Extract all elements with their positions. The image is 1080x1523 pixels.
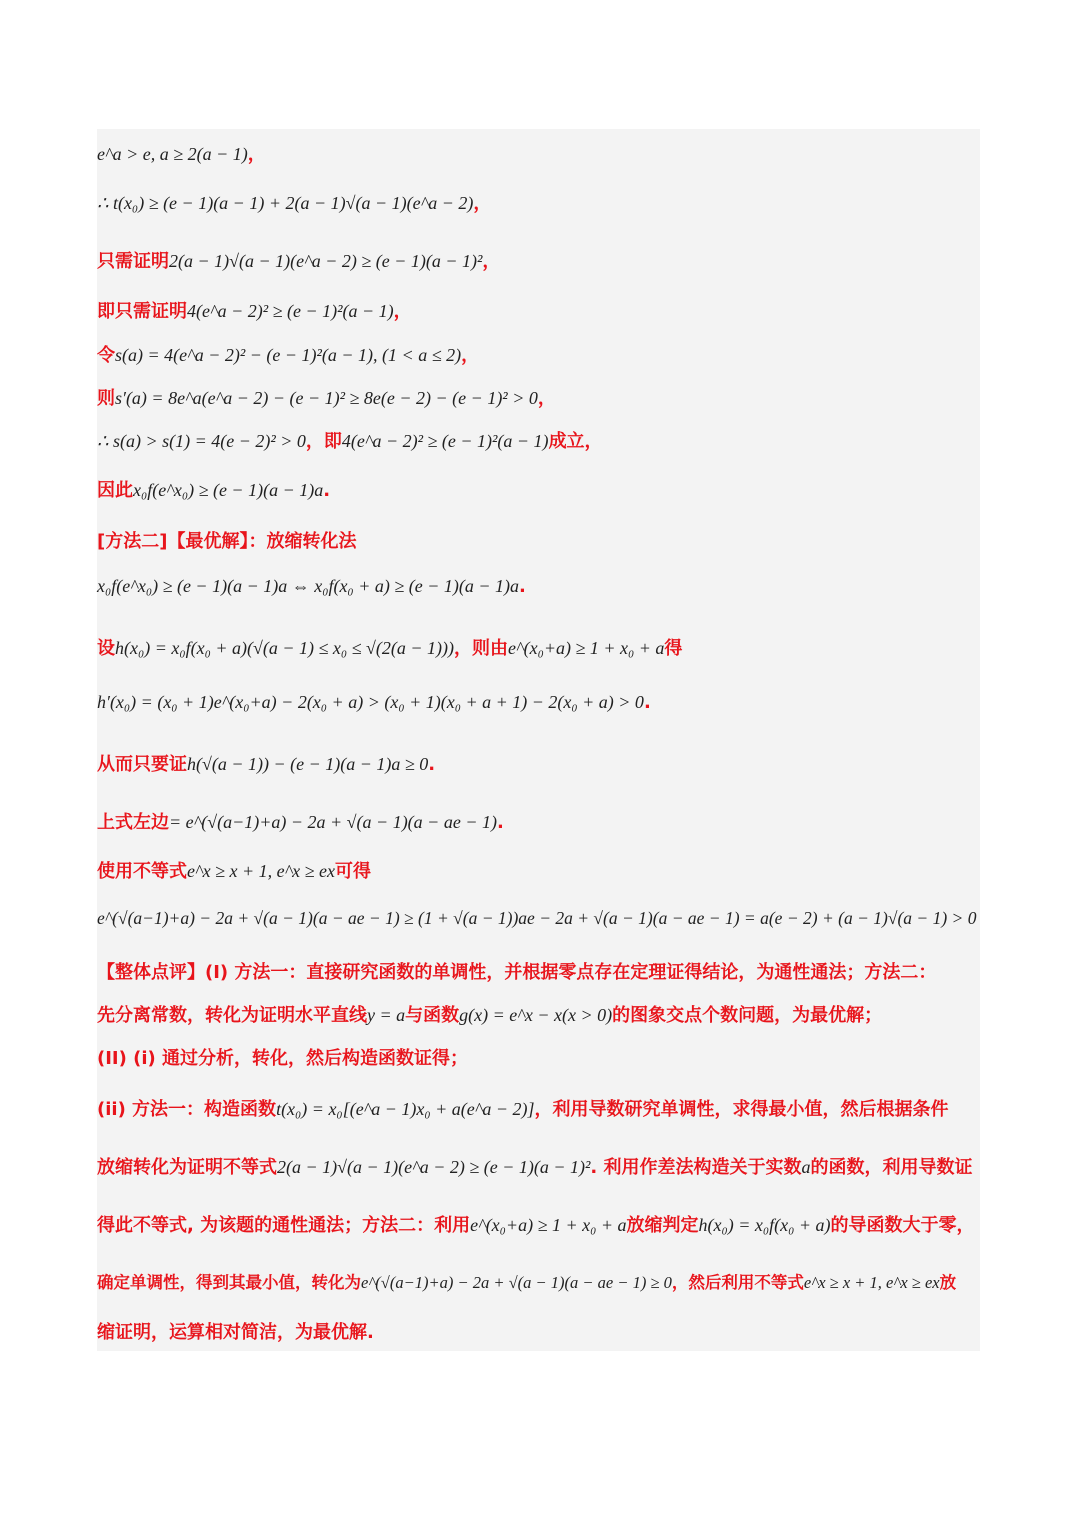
annotation-text: ， (537, 388, 556, 409)
math-expression: s′(a) = 8e^a(e^a − 2) − (e − 1)² ≥ 8e(e − 2) − (e − 1)² > 0 (115, 388, 538, 408)
math-expression: e^(x₀+a) ≥ 1 + x₀ + a (508, 638, 665, 658)
solution-line (97, 427, 980, 453)
annotation-text: 【整体点评】(I) 方法一：直接研究函数的单调性，并根据零点存在定理证得结论，为通性通法；方法二： (97, 962, 937, 983)
solution-line (97, 634, 980, 660)
annotation-text: 得 (664, 638, 683, 659)
annotation-text: 因此 (97, 480, 133, 501)
math-expression: a (801, 1157, 811, 1177)
annotation-text: ， (482, 251, 501, 272)
annotation-text: 则 (97, 388, 115, 409)
math-expression: = e^(√(a−1)+a) − 2a + √(a − 1)(a − ae − 1) (169, 812, 497, 832)
solution-line (97, 857, 980, 883)
math-expression: s(a) = 4(e^a − 2)² − (e − 1)²(a − 1), (1 < a ≤ 2) (115, 345, 462, 365)
math-expression: 4(e^a − 2)² ≥ (e − 1)²(a − 1) (187, 301, 394, 321)
annotation-text: . (428, 754, 436, 775)
annotation-text: ， (247, 144, 266, 165)
annotation-text: 放缩判定 (626, 1215, 699, 1236)
annotation-text: 得此不等式, 为该题的通性通法；方法二：利用 (97, 1215, 471, 1236)
math-expression: e^x ≥ x + 1, e^x ≥ ex (803, 1273, 940, 1292)
math-expression: e^(√(a−1)+a) − 2a + √(a − 1)(a − ae − 1) ≥ (1 + √(a − 1))ae − 2a + √(a − 1)(a − ae − 1) = a(e − 2) + (a − 1)√(a − 1) > 0 (97, 908, 977, 928)
annotation-text: 只需证明 (97, 251, 169, 272)
annotation-text: 成立， (548, 431, 603, 452)
solution-line (97, 808, 980, 834)
annotation-text: [方法二]【最优解】：放缩转化法 (97, 531, 357, 552)
solution-line (97, 140, 980, 166)
math-expression: e^x ≥ x + 1, e^x ≥ ex (187, 861, 336, 881)
annotation-text: 上式左边 (97, 812, 169, 833)
solution-line (97, 1269, 980, 1293)
annotation-text: 的图象交点个数问题，为最优解； (612, 1005, 883, 1026)
math-expression: x₀f(e^x₀) ≥ (e − 1)(a − 1)a ⇔ x₀f(x₀ + a) ≥ (e − 1)(a − 1)a (97, 576, 519, 596)
solution-line (97, 1153, 980, 1179)
solution-line (97, 750, 980, 776)
annotation-text: ， (461, 345, 480, 366)
annotation-text: 可得 (335, 861, 372, 882)
solution-line (97, 692, 980, 713)
math-expression: e^(√(a−1)+a) − 2a + √(a − 1)(a − ae − 1) ≥ 0 (361, 1273, 672, 1292)
math-expression: t(x₀) = x₀[(e^a − 1)x₀ + a(e^a − 2)] (276, 1099, 535, 1119)
annotation-text: 放 (939, 1273, 957, 1292)
solution-line (97, 297, 980, 323)
annotation-text: ，即 (305, 431, 342, 452)
annotation-text: ，则由 (454, 638, 509, 659)
solution-line (97, 1044, 980, 1070)
math-expression: 2(a − 1)√(a − 1)(e^a − 2) ≥ (e − 1)(a − 1)² (169, 251, 483, 271)
solution-line (97, 908, 980, 929)
annotation-text: 的函数，利用导数证 (810, 1157, 973, 1178)
math-expression: x₀f(e^x₀) ≥ (e − 1)(a − 1)a (133, 480, 324, 500)
annotation-text: 放缩转化为证明不等式 (97, 1157, 277, 1178)
math-expression: 4(e^a − 2)² ≥ (e − 1)²(a − 1) (341, 431, 549, 451)
annotation-text: . (323, 480, 331, 501)
math-expression: y = a (367, 1005, 406, 1025)
annotation-text: 设 (97, 638, 115, 659)
solution-line (97, 476, 980, 502)
annotation-text: . (518, 576, 526, 597)
annotation-text: . (496, 812, 504, 833)
math-expression: h(x₀) = x₀f(x₀ + a)(√(a − 1) ≤ x₀ ≤ √(2(a − 1))) (115, 638, 455, 658)
annotation-text: 令 (97, 345, 115, 366)
annotation-text: . 利用作差法构造关于实数 (590, 1157, 802, 1178)
math-expression: ∴ s(a) > s(1) = 4(e − 2)² > 0 (97, 431, 306, 451)
annotation-text: ，利用导数研究单调性，求得最小值，然后根据条件 (534, 1099, 949, 1120)
annotation-text: ，然后利用不等式 (671, 1273, 804, 1292)
annotation-text: ， (393, 301, 412, 322)
annotation-text: (ii) 方法一：构造函数 (97, 1099, 277, 1120)
solution-line (97, 1211, 980, 1237)
solution-line (97, 527, 980, 553)
annotation-text: 即只需证明 (97, 301, 187, 322)
math-expression: e^a > e, a ≥ 2(a − 1) (97, 144, 248, 164)
solution-line (97, 189, 980, 215)
solution-line (97, 1001, 980, 1027)
annotation-text: 从而只要证 (97, 754, 187, 775)
solution-line (97, 576, 980, 597)
math-expression: h′(x₀) = (x₀ + 1)e^(x₀+a) − 2(x₀ + a) > (x₀ + 1)(x₀ + a + 1) − 2(x₀ + a) > 0 (97, 692, 644, 712)
math-expression: g(x) = e^x − x(x > 0) (459, 1005, 613, 1025)
solution-line (97, 1095, 980, 1121)
math-expression: 2(a − 1)√(a − 1)(e^a − 2) ≥ (e − 1)(a − 1)² (277, 1157, 591, 1177)
math-expression: h(x₀) = x₀f(x₀ + a) (698, 1215, 831, 1235)
math-expression: ∴ t(x₀) ≥ (e − 1)(a − 1) + 2(a − 1)√(a − 1)(e^a − 2) (97, 193, 474, 213)
annotation-text: 缩证明，运算相对简洁，为最优解. (97, 1322, 374, 1343)
annotation-text: 先分离常数，转化为证明水平直线 (97, 1005, 367, 1026)
solution-line (97, 341, 980, 367)
math-expression: h(√(a − 1)) − (e − 1)(a − 1)a ≥ 0 (187, 754, 429, 774)
annotation-text: ， (473, 193, 492, 214)
solution-line (97, 1318, 980, 1344)
math-expression: e^(x₀+a) ≥ 1 + x₀ + a (470, 1215, 627, 1235)
solution-line (97, 247, 980, 273)
annotation-text: 使用不等式 (97, 861, 187, 882)
solution-line (97, 958, 980, 984)
annotation-text: (II) (i) 通过分析，转化，然后构造函数证得； (97, 1048, 469, 1069)
annotation-text: . (643, 692, 651, 713)
annotation-text: 确定单调性，得到其最小值，转化为 (97, 1273, 361, 1292)
solution-line (97, 384, 980, 410)
annotation-text: 的导函数大于零， (830, 1215, 975, 1236)
annotation-text: 与函数 (405, 1005, 460, 1026)
